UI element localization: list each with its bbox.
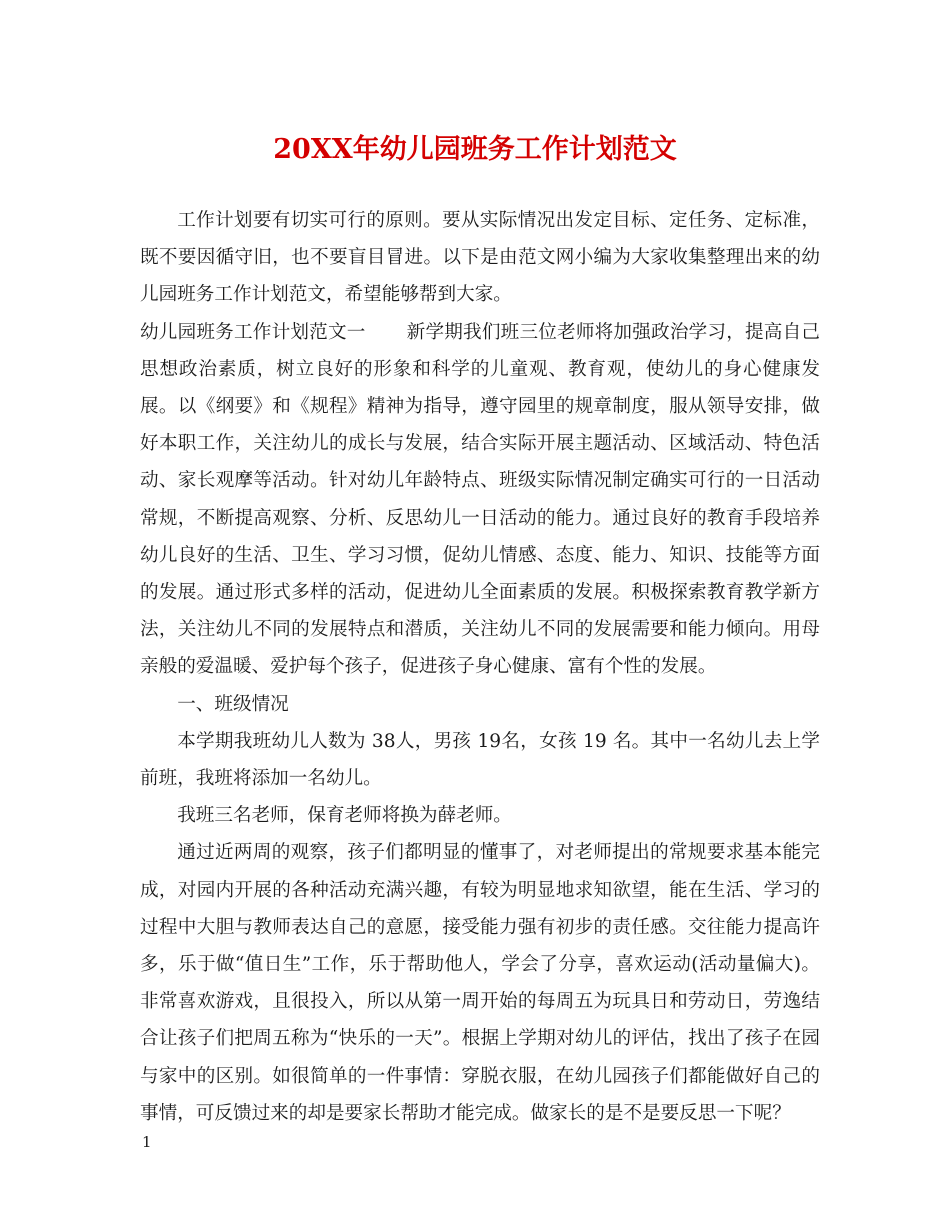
class-situation-heading: 一、班级情况 (177, 693, 289, 715)
section-paragraph (140, 314, 820, 686)
intro-paragraph: 工作计划要有切实可行的原则。要从实际情况出发定目标、定任务、定标准，既不要因循守旧，也不要盲目冒进。以下是由范文网小编为大家收集整理出来的幼儿园班务工作计划范文，希望能够帮到大家。 (140, 210, 820, 306)
class-size-paragraph: 本学期我班幼儿人数为 38人，男孩 19名，女孩 19 名。其中一名幼儿去上学前班，我班将添加一名幼儿。 (140, 730, 820, 790)
teachers-paragraph: 我班三名老师，保育老师将换为薛老师。 (177, 805, 512, 827)
document-title: 20XX年幼儿园班务工作计划范文 (273, 134, 677, 165)
section-body-text: 新学期我们班三位老师将加强政治学习，提高自己思想政治素质，树立良好的形象和科学的儿童观、教育观，使幼儿的身心健康发展。以《纲要》和《规程》精神为指导，遵守园里的规章制度，服从领导安排，做好本职工作，关注幼儿的成长与发展，结合实际开展主题活动、区域活动、特色活动、家长观摩等活动。针对幼儿年龄特点、班级实际情况制定确实可行的一日活动常规，不断提高观察、分析、反思幼儿一日活动的能力。通过良好的教育手段培养幼儿良好的生活、卫生、学习习惯，促幼儿情感、态度、能力、知识、技能等方面的发展。通过形式多样的活动，促进幼儿全面素质的发展。积极探索教育教学新方法，关注幼儿不同的发展特点和潜质，关注幼儿不同的发展需要和能力倾向。用母亲般的爱温暖、爱护每个孩子，促进孩子身心健康、富有个性的发展。 (140, 321, 820, 678)
page-number: 1 (142, 1133, 152, 1151)
observation-paragraph: 通过近两周的观察，孩子们都明显的懂事了，对老师提出的常规要求基本能完成，对园内开展的各种活动充满兴趣，有较为明显地求知欲望，能在生活、学习的过程中大胆与教师表达自己的意愿，接受能力强有初步的责任感。交往能力提高许多，乐于做“值日生”工作，乐于帮助他人，学会了分享，喜欢运动(活动量偏大)。非常喜欢游戏，且很投入，所以从第一周开始的每周五为玩具日和劳动日，劳逸结合让孩子们把周五称为“快乐的一天”。根据上学期对幼儿的评估，找出了孩子在园与家中的区别。如很简单的一件事情：穿脱衣服，在幼儿园孩子们都能做好自己的事情，可反馈过来的却是要家长帮助才能完成。做家长的是不是要反思一下呢？ (140, 842, 820, 1124)
section-label: 幼儿园班务工作计划范文一 (140, 321, 366, 343)
document-body (140, 202, 820, 1132)
